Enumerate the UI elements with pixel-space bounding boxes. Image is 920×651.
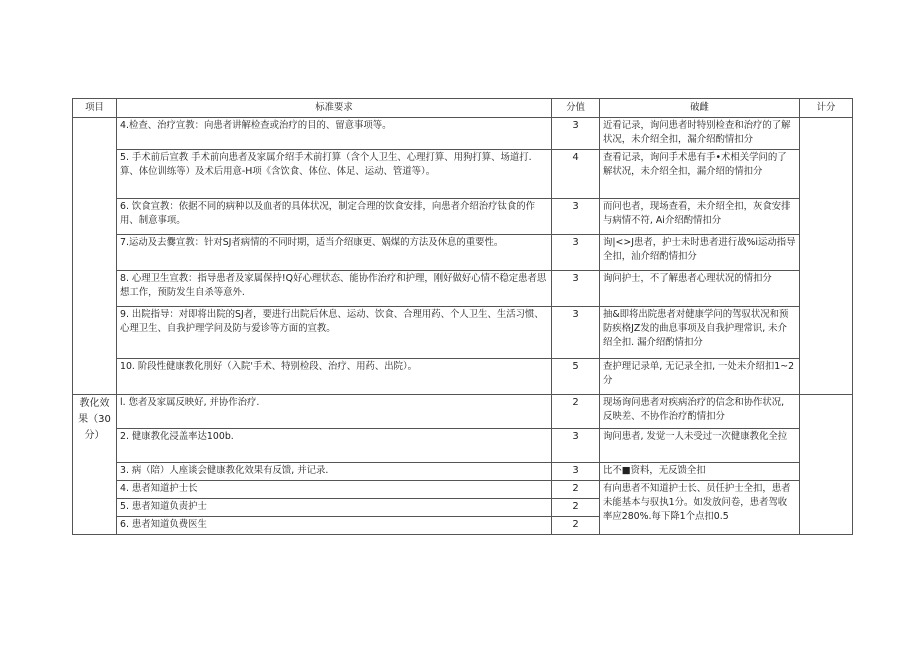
header-score: 分值	[552, 99, 600, 118]
category-cell-empty	[73, 118, 117, 395]
standard-cell: 4. 患者知道护士长	[117, 481, 552, 499]
score-cell: 3	[552, 235, 600, 271]
deduct-cell: 询问护士，不了解患者心理状况的情扣分	[600, 271, 800, 307]
table-row	[73, 463, 853, 481]
score-cell: 2	[552, 481, 600, 499]
standard-cell: 7.运动及去爨宣教：针对SJ者病情的不同时期，适当介绍康更、娲煤的方法及休息的重要性。	[117, 235, 552, 271]
score-cell: 3	[552, 199, 600, 235]
score-cell: 3	[552, 429, 600, 463]
table-row	[73, 199, 853, 235]
header-deduct: 破雌	[600, 99, 800, 118]
table-row	[73, 395, 853, 429]
standard-cell: 6. 饮食宣教：依据不同的病种以及血者的具体状况，制定合理的饮食安排，向患者介绍治疗钛食的作用、制意事项。	[117, 199, 552, 235]
deduct-cell: 抽&即将出院患者对健康学问的驾驭状况和预防疾格JZ发的曲息事项及自我护理常识, 未介绍全扣. 漏介绍酌情扣分	[600, 307, 800, 359]
standard-cell: 8. 心理卫生宣教：指导患者及家属保持!Q好心理状态、能协作治疗和护理，刚好做好心情不稳定患者思想工作，预防发生自杀等意外.	[117, 271, 552, 307]
standard-cell: 10. 阶段性健康教化刖好（入院'手术、特别检段、治疗、用药、出院）。	[117, 359, 552, 395]
table-row	[73, 150, 853, 199]
table-row	[73, 271, 853, 307]
standard-cell: 9. 出院指导：对即将出院的SJ者，要进行出院后休息、运动、饮食、合理用药、个人卫生、生活习惯、心理卫生、自我护理学问及防与爱诊等方面的宣教。	[117, 307, 552, 359]
header-standard: 标准要求	[117, 99, 552, 118]
score-cell: 2	[552, 499, 600, 517]
category-cell	[73, 395, 117, 535]
deduct-cell: 近看记录，询问患者时特别检查和治疗的了解状况，未介绍全扣，漏介绍酌情扣分	[600, 118, 800, 150]
header-total: 计分	[800, 99, 853, 118]
deduct-cell: 比不■资料，无反馈全扣	[600, 463, 800, 481]
table-row	[73, 118, 853, 150]
standard-cell: 3. 病（陪）人座谈会健康教化效果有反馈, 并记录.	[117, 463, 552, 481]
deduct-cell: 有向患者不知道护士长、员任护士全扣，患者未能基本与驭执1分。如发放问卷，患者驾收率应280%.每下降1个点扣0.5	[600, 481, 800, 535]
standard-cell: 5. 患者知道负责护士	[117, 499, 552, 517]
deduct-cell: 现场询问患者对疾病治疗的信念和协作状况, 反映差、不协作治疗酌情扣分	[600, 395, 800, 429]
total-cell	[800, 118, 853, 395]
table-row	[73, 235, 853, 271]
deduct-cell: 询|<>J患者，护士未时患者进行战%i运动指导全扣，汕介绍酌情扣分	[600, 235, 800, 271]
score-cell: 3	[552, 118, 600, 150]
score-cell: 4	[552, 150, 600, 199]
evaluation-table	[72, 98, 853, 535]
deduct-cell: 询问患者, 发觉一人未受过一次健康教化全拉	[600, 429, 800, 463]
standard-cell: 4.检查、治疗宣教：向患者讲解检查或治疗的目的、留意事项等。	[117, 118, 552, 150]
score-cell: 3	[552, 463, 600, 481]
table-row	[73, 359, 853, 395]
standard-cell: 6. 患者知道负费医生	[117, 517, 552, 535]
score-cell: 2	[552, 395, 600, 429]
standard-cell: l. 您者及家属反映好, 并协作治疗.	[117, 395, 552, 429]
score-cell: 3	[552, 307, 600, 359]
deduct-cell: 而问也者，现场查看，未介绍全扣，灰食安排与病情不符, Ai介绍酌情扣分	[600, 199, 800, 235]
score-cell: 5	[552, 359, 600, 395]
score-cell: 2	[552, 517, 600, 535]
deduct-cell: 查护理记录单, 无记录全扣, 一处未介绍扣1~2分	[600, 359, 800, 395]
table-row	[73, 307, 853, 359]
standard-cell: 5. 手术前后宣教 手术前向患者及家属介绍手术前打算（含个人卫生、心理打算、用狗打算、场道打. 算、体位训练等）及术后用意-H项《含饮食、体位、体足、运动、管道等）。	[117, 150, 552, 199]
standard-cell: 2. 健康教化浸盖率达100b.	[117, 429, 552, 463]
category-label: 教化效果（30分）	[78, 398, 111, 441]
score-cell: 3	[552, 271, 600, 307]
header-item: 项目	[73, 99, 117, 118]
table-row	[73, 481, 853, 499]
header-row	[73, 99, 853, 118]
total-cell	[800, 395, 853, 535]
deduct-cell: 查看记录，询问手术患有手•术相关学问的了解状况，未介绍全扣，漏介绍的情扣分	[600, 150, 800, 199]
table-row	[73, 429, 853, 463]
